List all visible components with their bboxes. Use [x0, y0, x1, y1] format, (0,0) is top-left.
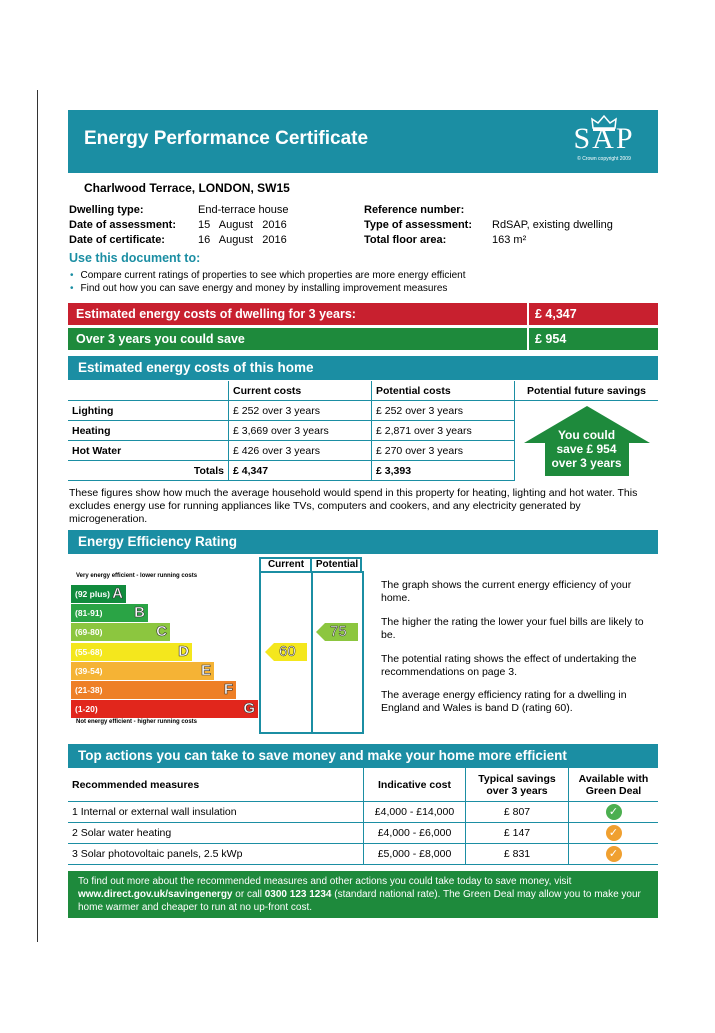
- row-label: Lighting: [68, 401, 229, 421]
- property-address: Charlwood Terrace, LONDON, SW15: [84, 181, 290, 195]
- page-title: Energy Performance Certificate: [84, 128, 369, 149]
- band-letter: E: [200, 661, 211, 679]
- reference-label: Reference number:: [364, 204, 465, 216]
- date-assessment-value: 15 August 2016: [198, 219, 287, 231]
- date-assessment-label: Date of assessment:: [69, 219, 176, 231]
- sap-logo: [564, 114, 644, 170]
- savings-value: £ 954: [535, 332, 567, 346]
- current-rating-arrow: [265, 643, 307, 661]
- assessment-type-label: Type of assessment:: [364, 219, 473, 231]
- costs-table: [68, 381, 658, 481]
- col-saving: Typical savings over 3 years: [466, 768, 569, 802]
- totals-label: Totals: [68, 461, 229, 481]
- savings-arrow-line: You could: [557, 428, 616, 442]
- table-row: [68, 844, 658, 865]
- rating-band-a: [71, 585, 126, 603]
- current-rating-value: 60: [279, 642, 296, 660]
- measure-cost: £4,000 - £14,000: [364, 802, 466, 823]
- assessment-type-value: RdSAP, existing dwelling: [492, 219, 613, 231]
- cell-current: £ 252 over 3 years: [229, 401, 372, 421]
- rating-paragraph: The higher the rating the lower your fuel bills are likely to be.: [381, 616, 644, 641]
- current-column-header: Current: [267, 559, 305, 570]
- savings-label: Over 3 years you could save: [76, 332, 245, 346]
- table-row: [68, 802, 658, 823]
- dwelling-type-value: End-terrace house: [198, 204, 289, 216]
- measure-cost: £4,000 - £6,000: [364, 823, 466, 844]
- bullet-text: Find out how you can save energy and money by installing improvement measures: [80, 283, 448, 294]
- savings-bar: [68, 328, 658, 350]
- check-icon: ✓: [606, 846, 622, 862]
- bullet-item: [70, 270, 466, 281]
- totals-potential: £ 3,393: [372, 461, 515, 481]
- rating-paragraph: The potential rating shows the effect of undertaking the recommendations on page 3.: [381, 653, 637, 678]
- band-range: (81-91): [75, 608, 103, 619]
- col-potential-costs: Potential costs: [372, 381, 515, 401]
- sap-logo-text: SAP: [573, 122, 635, 155]
- measure-cost: £5,000 - £8,000: [364, 844, 466, 865]
- cell-potential: £ 252 over 3 years: [372, 401, 515, 421]
- table-row: [68, 823, 658, 844]
- cell-current: £ 426 over 3 years: [229, 441, 372, 461]
- bullet-item: [70, 283, 447, 294]
- potential-column: [311, 571, 364, 734]
- band-letter: G: [243, 700, 255, 718]
- costs-note: These figures show how much the average household would spend in this property for heating, lighting and hot water. This excludes energy use for running appliances like TVs, computers and cookers, and any electricity generated by microgeneration.: [69, 487, 638, 525]
- measure-saving: £ 147: [466, 823, 569, 844]
- certificate-header: [68, 110, 658, 173]
- rating-band-b: [71, 604, 148, 622]
- footer-text: or call: [232, 889, 265, 900]
- check-icon: ✓: [606, 804, 622, 820]
- estimated-cost-bar: [68, 303, 658, 325]
- measure-name: 2 Solar water heating: [68, 823, 364, 844]
- band-letter: F: [223, 681, 233, 698]
- floor-area-value: 163 m²: [492, 234, 527, 246]
- use-document-heading: Use this document to:: [69, 251, 201, 265]
- check-icon: ✓: [606, 825, 622, 841]
- dwelling-type-label: Dwelling type:: [69, 204, 144, 216]
- band-range: (21-38): [75, 685, 103, 695]
- row-label: Heating: [68, 421, 229, 441]
- band-letter: C: [156, 623, 167, 641]
- measure-saving: £ 807: [466, 802, 569, 823]
- measure-name: 1 Internal or external wall insulation: [68, 802, 364, 823]
- potential-column-header: Potential: [315, 559, 359, 570]
- footer-text: (standard national rate). The Green Deal may allow you to make your home warmer and cheaper to run at no up-front cost.: [78, 889, 641, 913]
- savings-arrow-cell: [515, 401, 659, 481]
- band-range: (69-80): [75, 627, 103, 638]
- green-deal-note: [68, 871, 658, 918]
- bullet-text: Compare current ratings of properties to see which properties are more energy efficient: [80, 270, 466, 281]
- actions-table: [68, 768, 658, 865]
- potential-rating-arrow: [316, 623, 358, 641]
- band-letter: D: [178, 642, 189, 660]
- date-certificate-label: Date of certificate:: [69, 234, 165, 246]
- cell-potential: £ 270 over 3 years: [372, 441, 515, 461]
- savings-arrow-line: save £ 954: [556, 442, 617, 456]
- rating-section-heading: Energy Efficiency Rating: [68, 530, 658, 554]
- band-range: (55-68): [75, 646, 103, 657]
- measure-name: 3 Solar photovoltaic panels, 2.5 kWp: [68, 844, 364, 865]
- table-header-row: [68, 768, 658, 802]
- savingenergy-link[interactable]: www.direct.gov.uk/savingenergy: [78, 889, 233, 900]
- rating-band-c: [71, 623, 170, 641]
- cell-current: £ 3,669 over 3 years: [229, 421, 372, 441]
- totals-current: £ 4,347: [229, 461, 372, 481]
- savings-arrow-line: over 3 years: [551, 456, 622, 470]
- col-measures: Recommended measures: [68, 768, 364, 802]
- estimated-cost-value: £ 4,347: [535, 307, 577, 321]
- band-range: (39-54): [75, 665, 103, 676]
- costs-section-heading: Estimated energy costs of this home: [68, 356, 658, 380]
- table-row: [68, 401, 658, 421]
- rating-band-f: [71, 681, 236, 699]
- bullet-icon: •: [70, 270, 74, 281]
- rating-paragraph: The graph shows the current energy efficiency of your home.: [381, 579, 632, 604]
- rating-paragraph: The average energy efficiency rating for a dwelling in England and Wales is band D (rating 60).: [381, 689, 627, 714]
- estimated-cost-label: Estimated energy costs of dwelling for 3 years:: [76, 307, 356, 321]
- floor-area-label: Total floor area:: [364, 234, 447, 246]
- page-margin-line: [37, 90, 38, 942]
- band-letter: B: [134, 604, 145, 622]
- rating-scale: [68, 558, 260, 732]
- bullet-icon: •: [70, 283, 74, 294]
- potential-rating-value: 75: [330, 623, 347, 641]
- footer-text: To find out more about the recommended measures and other actions you could take today to save money, visit: [78, 876, 572, 887]
- rating-top-text: Very energy efficient - lower running costs: [76, 573, 198, 579]
- col-cost: Indicative cost: [364, 768, 466, 802]
- col-green-deal: Available with Green Deal: [569, 768, 659, 802]
- cell-potential: £ 2,871 over 3 years: [372, 421, 515, 441]
- col-current-costs: Current costs: [229, 381, 372, 401]
- row-label: Hot Water: [68, 441, 229, 461]
- rating-band-d: [71, 643, 192, 661]
- band-range: (92 plus): [75, 589, 110, 599]
- actions-section-heading: Top actions you can take to save money and make your home more efficient: [68, 744, 658, 768]
- date-certificate-value: 16 August 2016: [198, 234, 287, 246]
- band-range: (1-20): [75, 704, 98, 715]
- phone-number: 0300 123 1234: [264, 889, 332, 900]
- measure-saving: £ 831: [466, 844, 569, 865]
- sap-copyright: © Crown copyright 2009: [577, 156, 631, 162]
- band-letter: A: [112, 585, 123, 602]
- rating-bottom-text: Not energy efficient - higher running costs: [76, 719, 198, 725]
- table-header-row: [68, 381, 658, 401]
- col-future-savings: Potential future savings: [515, 381, 659, 401]
- rating-band-g: [71, 700, 258, 718]
- rating-band-e: [71, 662, 214, 680]
